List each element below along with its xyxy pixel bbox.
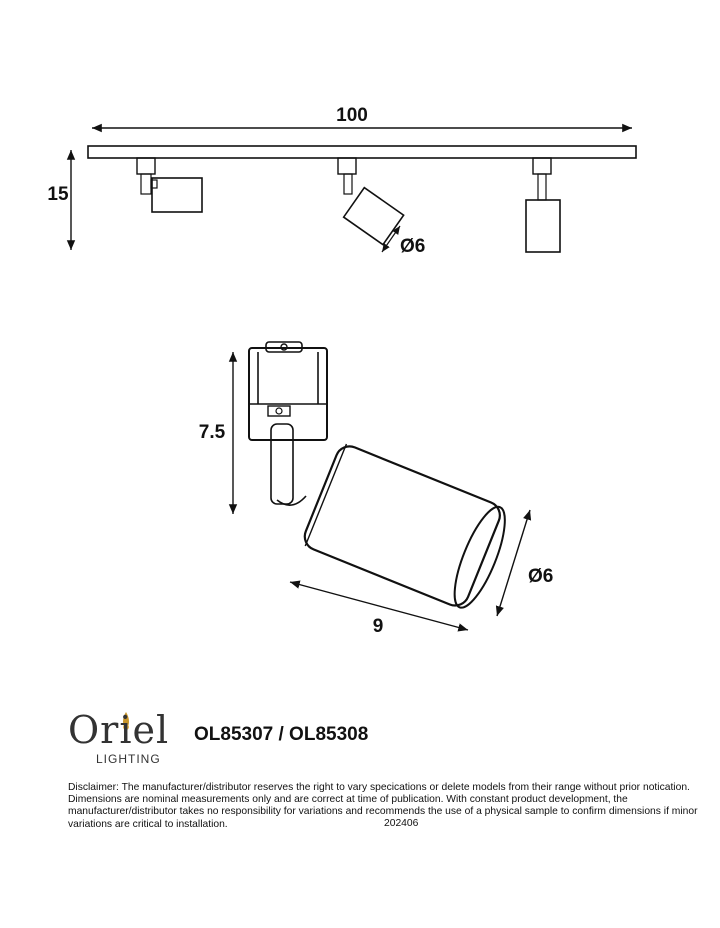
spotlight-detail-view — [199, 342, 554, 637]
brand-logo: Oriel — [68, 708, 170, 752]
detail-diameter-label: Ø6 — [528, 566, 554, 587]
disclaimer-line: Disclaimer: The manufacturer/distributor reserves the right to vary specications or delete models from their range without prior notication. — [68, 782, 690, 793]
spotlight-vertical — [526, 158, 560, 252]
track-height-label: 15 — [47, 184, 69, 205]
model-number: OL85307 / OL85308 — [194, 724, 369, 745]
track-length-label: 100 — [336, 105, 368, 126]
brand-logo-subtitle: LIGHTING — [96, 752, 161, 766]
small-diameter-dimension-line — [382, 226, 400, 252]
spotlight-horizontal — [137, 158, 202, 212]
lamp-cylinder — [301, 442, 504, 610]
small-diameter-label: Ø6 — [400, 236, 426, 257]
document-code: 202406 — [384, 818, 419, 829]
disclaimer-line: Dimensions are nominal measurements only and are correct at time of publication. With constant product development, the — [68, 794, 628, 806]
disclaimer-line: variations are critical to installation. — [68, 818, 228, 830]
detail-diameter-dimension-line — [497, 510, 530, 616]
disclaimer-line: manufacturer/distributor takes no responsibility for variations and recommends the use of a physical sample to confirm dimensions if minor — [68, 806, 698, 818]
track-adaptor — [249, 348, 327, 440]
detail-length-label: 9 — [372, 616, 384, 637]
track-assembly-view — [47, 105, 636, 257]
detail-height-label: 7.5 — [198, 422, 226, 443]
disclaimer-text — [68, 782, 698, 831]
track-rail — [88, 146, 636, 158]
mount-stem — [271, 424, 293, 504]
spotlight-angled — [338, 158, 425, 257]
